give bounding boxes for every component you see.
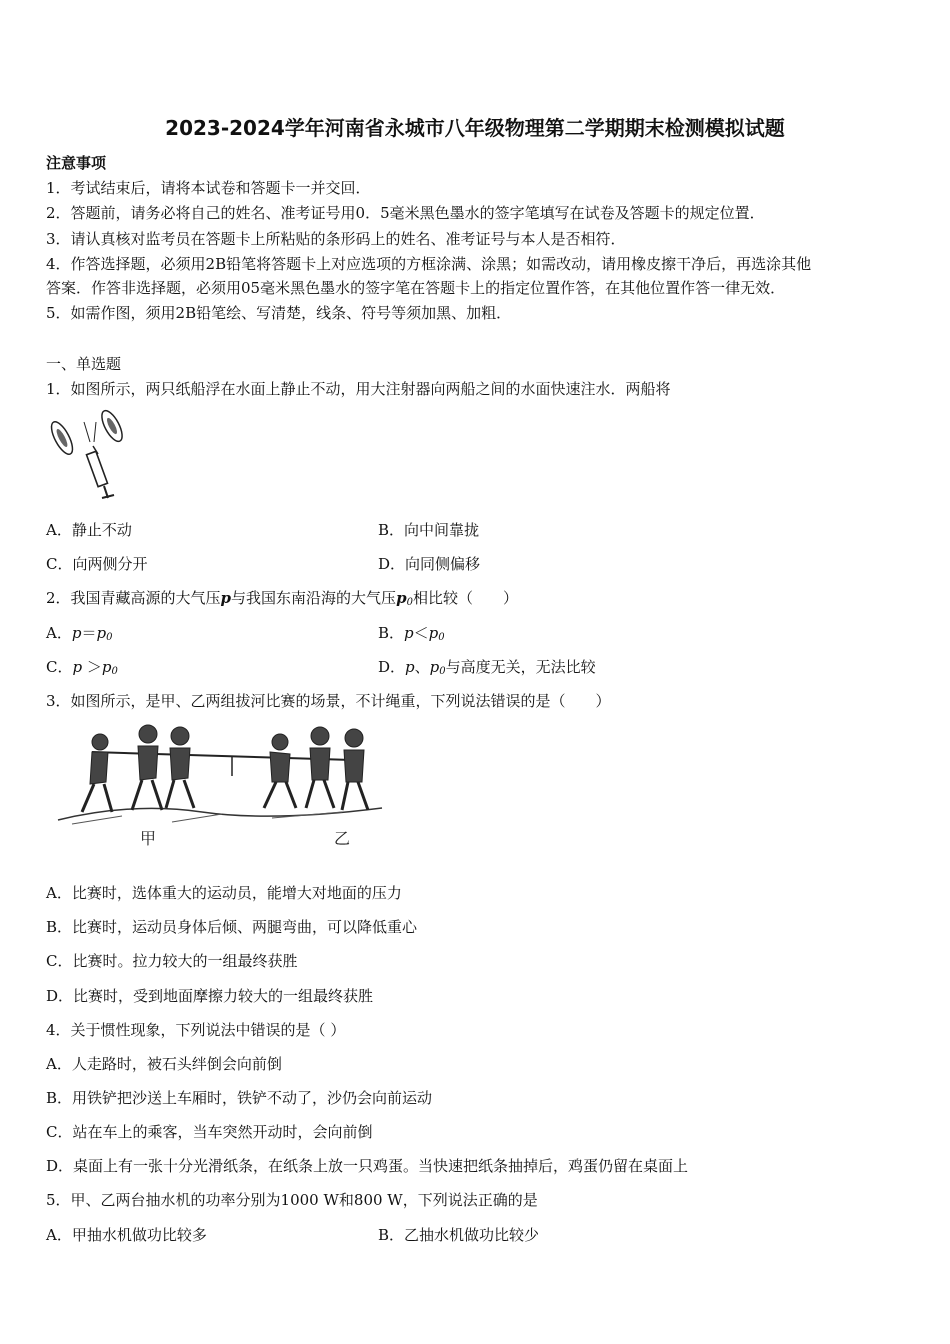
team-jia-label: 甲: [140, 829, 157, 848]
question-2-option-d: D．p、$p_0$与高度无关，无法比较: [378, 658, 596, 677]
question-5-option: B．乙抽水机做功比较少: [378, 1226, 540, 1244]
page-title: 2023-2024学年河南省永城市八年级物理第二学期期末检测模拟试题: [165, 116, 785, 140]
notice-item: 答案．作答非选择题，必须用05毫米黑色墨水的签字笔在答题卡上的指定位置作答，在其他位置作答一律无效．: [46, 279, 786, 297]
question-3-option: C．比赛时。拉力较大的一组最终获胜: [46, 952, 298, 970]
notice-item: 5．如需作图，须用2B铅笔绘、写清楚，线条、符号等须加黑、加粗．: [46, 304, 512, 322]
question-5-stem: 5．甲、乙两台抽水机的功率分别为1000 W和800 W，下列说法正确的是: [46, 1191, 538, 1209]
notice-item: 1．考试结束后，请将本试卷和答题卡一并交回．: [46, 179, 371, 197]
question-2-stem: 2．我国青藏高源的大气压p与我国东南沿海的大气压$p_0$相比较（ ）: [46, 589, 518, 608]
question-1-option: D．向同侧偏移: [378, 555, 481, 573]
question-3-option: B．比赛时，运动员身体后倾、两腿弯曲，可以降低重心: [46, 918, 418, 936]
question-4-stem: 4．关于惯性现象，下列说法中错误的是（ ）: [46, 1021, 346, 1039]
question-1-option: A．静止不动: [46, 521, 132, 539]
question-3-option: A．比赛时，选体重大的运动员，能增大对地面的压力: [46, 884, 402, 902]
team-yi-label: 乙: [334, 829, 351, 848]
notice-heading: 注意事项: [46, 154, 107, 172]
notice-item: 2．答题前，请务必将自己的姓名、准考证号用0．5毫米黑色墨水的签字笔填写在试卷及答题卡的规定位置．: [46, 204, 765, 222]
question-4-option: D．桌面上有一张十分光滑纸条，在纸条上放一只鸡蛋。当快速把纸条抽掉后，鸡蛋仍留在桌面上: [46, 1157, 689, 1175]
notice-item: 4．作答选择题，必须用2B铅笔将答题卡上对应选项的方框涂满、涂黑；如需改动，请用橡皮擦干净后，再选涂其他: [46, 255, 812, 273]
paper-boats-figure: [44, 402, 134, 502]
question-3-option: D．比赛时，受到地面摩擦力较大的一组最终获胜: [46, 987, 374, 1005]
section-heading: 一、单选题: [46, 355, 122, 373]
question-1-option: C．向两侧分开: [46, 555, 148, 573]
question-4-option: C．站在车上的乘客，当车突然开动时，会向前倒: [46, 1123, 373, 1141]
question-1-stem: 1．如图所示，两只纸船浮在水面上静止不动，用大注射器向两船之间的水面快速注水．两船将: [46, 380, 671, 398]
question-2-option-c: C．$p >p_0$: [46, 658, 118, 677]
question-5-option: A．甲抽水机做功比较多: [46, 1226, 207, 1244]
tug-of-war-figure: [52, 712, 392, 852]
notice-item: 3．请认真核对监考员在答题卡上所粘贴的条形码上的姓名、准考证号与本人是否相符．: [46, 230, 626, 248]
question-2-option-b: B．$p<p_0$: [378, 624, 445, 643]
question-3-stem: 3．如图所示，是甲、乙两组拔河比赛的场景，不计绳重，下列说法错误的是（ ）: [46, 692, 611, 710]
question-1-option: B．向中间靠拢: [378, 521, 480, 539]
question-4-option: A．人走路时，被石头绊倒会向前倒: [46, 1055, 282, 1073]
question-2-option-a: A．$p=p_0$: [46, 624, 113, 643]
question-4-option: B．用铁铲把沙送上车厢时，铁铲不动了，沙仍会向前运动: [46, 1089, 433, 1107]
